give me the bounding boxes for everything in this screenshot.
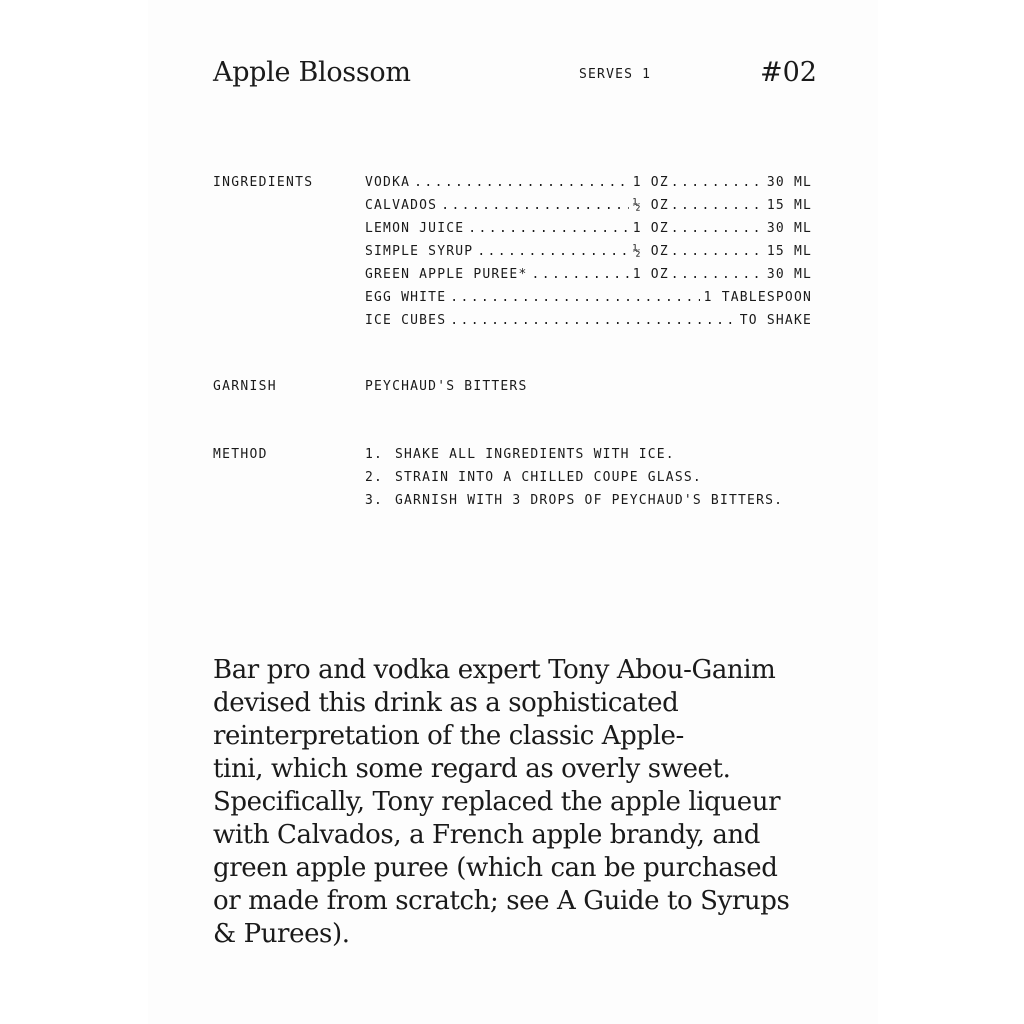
leader-dots <box>673 240 763 263</box>
leader-dots <box>450 309 736 332</box>
leader-dots <box>673 194 763 217</box>
ingredient-amount: TO SHAKE <box>739 313 812 328</box>
ingredient-ml: 15 ML <box>766 244 812 259</box>
ingredient-row <box>365 217 812 240</box>
ingredient-oz: 1 OZ <box>632 267 669 282</box>
recipe-description <box>213 654 813 951</box>
step-text: GARNISH WITH 3 DROPS OF PEYCHAUD'S BITTERS. <box>395 493 784 508</box>
description-line: green apple puree (which can be purchased <box>213 853 778 883</box>
ingredient-ml: 30 ML <box>766 175 812 190</box>
ingredient-row <box>365 171 812 194</box>
ingredient-row <box>365 309 812 332</box>
method-step <box>365 466 815 489</box>
step-number: 3. <box>365 493 384 508</box>
serves-label: SERVES 1 <box>579 67 652 82</box>
ingredient-name: CALVADOS <box>365 198 438 213</box>
description-line: tini, which some regard as overly sweet. <box>213 754 731 784</box>
description-line: reinterpretation of the classic Apple- <box>213 721 684 751</box>
ingredient-oz: 1 OZ <box>632 175 669 190</box>
leader-dots <box>450 286 699 309</box>
description-line: with Calvados, a French apple brandy, and <box>213 820 761 850</box>
leader-dots <box>477 240 628 263</box>
ingredient-name: ICE CUBES <box>365 313 447 328</box>
description-line: devised this drink as a sophisticated <box>213 688 679 718</box>
description-line: & Purees). <box>213 919 350 949</box>
method-step <box>365 489 815 512</box>
garnish-label: GARNISH <box>213 379 277 394</box>
ingredient-name: EGG WHITE <box>365 290 447 305</box>
ingredient-name: VODKA <box>365 175 411 190</box>
step-text: SHAKE ALL INGREDIENTS WITH ICE. <box>395 447 675 462</box>
leader-dots <box>673 171 763 194</box>
leader-dots <box>468 217 628 240</box>
ingredient-oz: ½ OZ <box>632 244 669 259</box>
leader-dots <box>531 263 628 286</box>
step-text: STRAIN INTO A CHILLED COUPE GLASS. <box>395 470 702 485</box>
step-number: 2. <box>365 470 384 485</box>
recipe-title: Apple Blossom <box>213 57 411 88</box>
ingredient-row <box>365 286 812 309</box>
ingredient-name: LEMON JUICE <box>365 221 465 236</box>
garnish-value: PEYCHAUD'S BITTERS <box>365 379 528 394</box>
leader-dots <box>441 194 629 217</box>
ingredient-amount: 1 TABLESPOON <box>703 290 812 305</box>
ingredient-ml: 30 ML <box>766 267 812 282</box>
leader-dots <box>414 171 629 194</box>
ingredient-name: SIMPLE SYRUP <box>365 244 474 259</box>
method-label: METHOD <box>213 447 268 462</box>
ingredient-name: GREEN APPLE PUREE* <box>365 267 528 282</box>
description-line: Bar pro and vodka expert Tony Abou-Ganim <box>213 655 776 685</box>
description-line: Specifically, Tony replaced the apple liqueur <box>213 787 781 817</box>
ingredient-ml: 30 ML <box>766 221 812 236</box>
ingredient-oz: ½ OZ <box>632 198 669 213</box>
ingredients-label: INGREDIENTS <box>213 175 314 190</box>
description-line: or made from scratch; see A Guide to Syrups <box>213 886 790 916</box>
ingredient-ml: 15 ML <box>766 198 812 213</box>
method-steps <box>365 443 815 512</box>
recipe-number: #02 <box>760 57 817 88</box>
ingredient-row <box>365 263 812 286</box>
leader-dots <box>673 217 763 240</box>
ingredient-row <box>365 240 812 263</box>
leader-dots <box>673 263 763 286</box>
ingredient-oz: 1 OZ <box>632 221 669 236</box>
method-step <box>365 443 815 466</box>
step-number: 1. <box>365 447 384 462</box>
ingredient-row <box>365 194 812 217</box>
